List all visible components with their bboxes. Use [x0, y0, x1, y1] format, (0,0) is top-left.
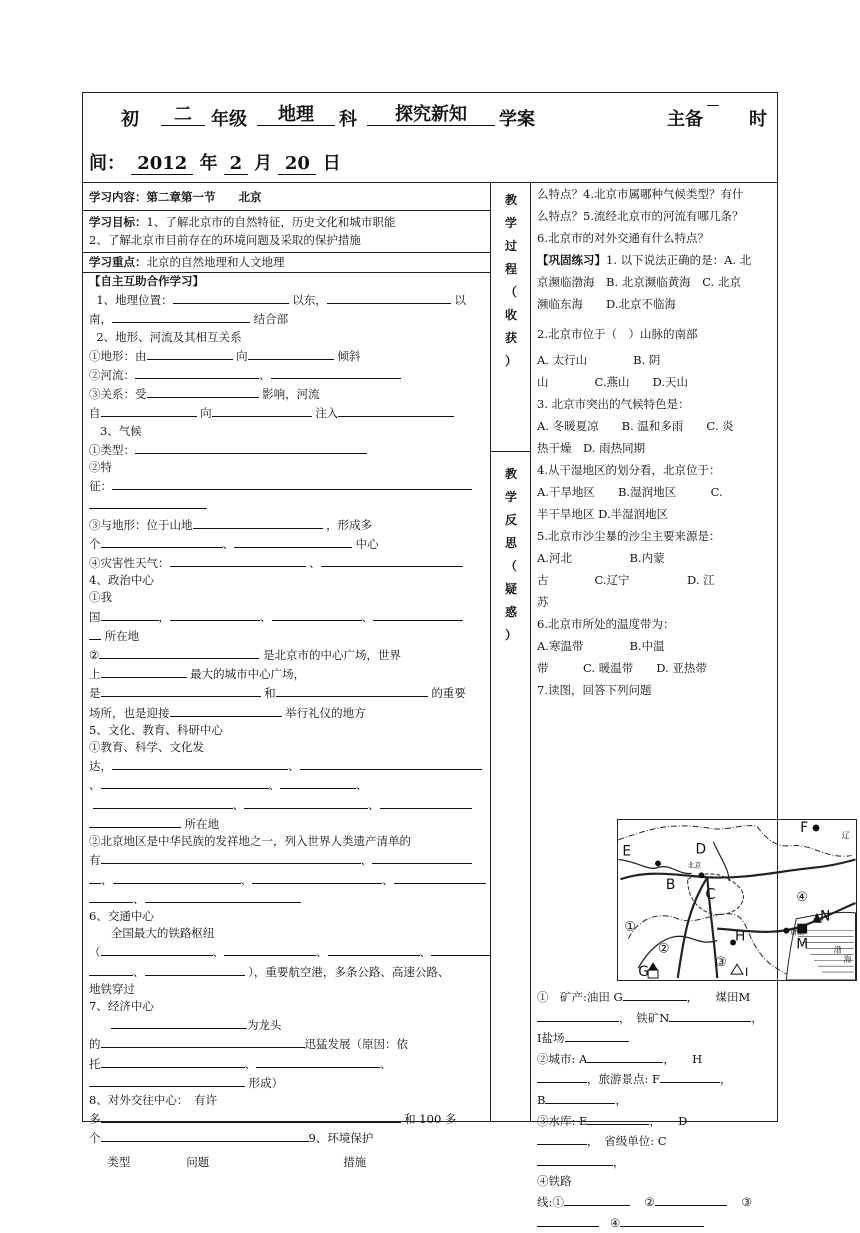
- exercise-q1: 京濒临渤海 B. 北京濒临黄海 C. 北京: [537, 275, 741, 289]
- year-value: 2012: [131, 154, 193, 175]
- q5-title: 5、文化、教育、科研中心: [89, 722, 223, 737]
- answer-1: ， 铁矿N: [619, 1010, 670, 1025]
- answer-1: ① 矿产:油田 G: [537, 990, 623, 1004]
- review-question-line: 6.北京市的对外交通有什么特点？: [537, 231, 709, 245]
- answer-1: Ⅰ盐场: [537, 1031, 565, 1046]
- exercise-q5: 5.北京市沙尘暴的沙尘主要来源是：: [537, 529, 721, 543]
- map-label: B: [665, 877, 676, 894]
- focus-row: [83, 253, 490, 273]
- answer-2: ，旅游景点: F: [587, 1072, 661, 1087]
- q3-title: 3、气候: [99, 423, 142, 438]
- process-label-char: 教: [504, 193, 517, 207]
- plan-word: 学案: [499, 109, 535, 130]
- blank: [280, 775, 356, 789]
- q7-text: 托: [89, 1056, 101, 1071]
- q8-text: 和 100 多: [404, 1112, 457, 1127]
- reflection-label-char: 反: [504, 513, 517, 527]
- q4-text: 举行礼仪的地方: [285, 705, 366, 720]
- day-value: 20: [278, 154, 316, 175]
- q5-text: ②北京地区是中华民族的发祥地之一，列入世界人类遗产清单的: [89, 834, 411, 849]
- q8-text: 多: [89, 1112, 101, 1127]
- practice-title: 【巩固练习】: [537, 253, 606, 267]
- q4-text: 是: [89, 686, 101, 701]
- q2-text: ②河流：: [89, 368, 135, 383]
- blank: [101, 1034, 305, 1048]
- time-label-b: 间：: [89, 153, 125, 174]
- process-label-char: ）: [504, 354, 517, 368]
- answer-2: B: [537, 1092, 546, 1107]
- blank: [101, 664, 187, 678]
- blank: [372, 850, 472, 864]
- oil-marker: [648, 962, 658, 970]
- blank: [587, 1111, 649, 1125]
- blank: [89, 889, 133, 903]
- exercise-q5-options: 古 C.辽宁 D. 江: [537, 573, 715, 587]
- reflection-label-char: （: [504, 559, 517, 573]
- q2-text: ③关系：受: [89, 387, 147, 402]
- content-label: 学习内容：: [89, 190, 147, 204]
- map-label: G: [638, 964, 649, 981]
- q3-text: ，形成多: [326, 517, 373, 532]
- q2-text: 向: [236, 348, 248, 363]
- blank: [244, 795, 368, 809]
- study-body: 【自主互助合作学习】 1、地理位置： 以东， 以 南， 结合部 2、地形、河流及其相互关系 ①地形：由 向 倾斜 ②河流： 、 ③关系：受 影响，河流 自 向 注入 3、气候 ①类型： ②特 征： ③与地形：位于山地 ，形成多 个 、 中心 ④灾害性天气： 、 4、政治中心 ①我 国 ， 、 、 所在地 ② 是北京市的中心广场，世界 上 最大的城市中心广场， 是 和 的重要 场所，也是迎接 举行礼仪的地方 5、文化、教育、科研中心 ①教育、科学、文化发 达， 、 、 、 、 、 、 所在地 ②北京地区是中华民族的发祥地之一，列入世界人类遗产清单的 有 、 、 、 、 、 6、交通中心 全国最大的铁路枢纽 （ 、 、 、 、 ），重要航空港，多条公路、高速公路、 地铁穿过 7、经济中心 为龙头 的 迅猛发展（原因：依 托 、 、 形成） 8、对外交往中心： 有许 多 和 100 多 个 9、环境保护 类型 问题 措施: [83, 273, 490, 1171]
- blank: [193, 515, 323, 529]
- worksheet: [82, 92, 852, 1230]
- city-marker: [813, 824, 820, 831]
- q2-text: 自: [89, 406, 101, 421]
- blank: [101, 534, 223, 548]
- blank: [145, 889, 301, 903]
- exercise-q4: 4.从干湿地区的划分看，北京位于：: [537, 463, 721, 477]
- blank: [93, 795, 233, 809]
- blank: [564, 1192, 630, 1206]
- answer-2: ，: [720, 1072, 732, 1087]
- blank: [224, 942, 316, 956]
- subject-suffix: 科: [339, 109, 357, 130]
- month-unit: 月: [254, 153, 273, 174]
- time-label-a: 时: [749, 109, 767, 130]
- map-label: 北京: [687, 861, 702, 870]
- answer-3: ，: [613, 1154, 625, 1169]
- blank: [170, 553, 306, 567]
- q4-text: 的重要: [431, 686, 466, 701]
- blank: [145, 962, 245, 976]
- map-label: 唐山: [790, 928, 805, 937]
- table-header-type: 类型: [107, 1154, 131, 1169]
- map-label: C: [705, 886, 716, 904]
- blank: [135, 365, 259, 379]
- q4-text: 场所，也是迎接: [89, 705, 170, 720]
- q4-text: 上: [89, 667, 101, 682]
- q4-text: ①我: [89, 590, 112, 605]
- blank: [565, 1028, 629, 1042]
- map-label: 渤: [833, 945, 842, 955]
- blank: [89, 1073, 245, 1087]
- blank: [537, 1131, 587, 1145]
- blank: [276, 683, 428, 697]
- answer-1: ， 煤田M: [686, 990, 751, 1004]
- blank: [394, 870, 486, 884]
- exercise-q2-options: A. 太行山 B. 阴: [537, 353, 661, 367]
- blank: [112, 476, 472, 490]
- exercise-q6: 6.北京市所处的温度带为：: [537, 617, 675, 631]
- blank: [135, 440, 367, 454]
- blank: [234, 534, 352, 548]
- exercise-q7: 7.读图，回答下列问题: [537, 683, 652, 697]
- blank: [272, 607, 362, 621]
- blank: [660, 1069, 720, 1083]
- right-column: [531, 183, 852, 1230]
- goal-label: 学习目标：: [89, 215, 147, 229]
- grade-suffix: 年级: [211, 109, 247, 130]
- exercise-q5-options: A.河北 B.内蒙: [537, 551, 665, 565]
- q5-text: ①教育、科学、文化发: [89, 740, 204, 755]
- map-answers: [531, 987, 777, 1233]
- reflection-label-char: 惑: [504, 605, 517, 619]
- exercise-body: [531, 183, 777, 701]
- blank: [212, 403, 312, 417]
- q1-text: 结合部: [253, 312, 289, 327]
- exercise-q2: 2.北京市位于（ ）山脉的南部: [537, 327, 698, 341]
- blank: [89, 626, 101, 640]
- blank: [321, 553, 463, 567]
- blank: [101, 942, 213, 956]
- reflection-label-char: 疑: [504, 582, 517, 596]
- blank: [113, 870, 241, 884]
- answer-4: ④铁路: [537, 1174, 572, 1189]
- year-unit: 年: [199, 153, 218, 174]
- goal-row: [83, 211, 490, 253]
- q6-title: 6、交通中心: [89, 908, 154, 923]
- exercise-q3-options: A. 冬暖夏凉 B. 温和多雨 C. 炎: [537, 419, 734, 433]
- city-marker: [783, 928, 789, 934]
- lesson-type: 探究新知: [367, 105, 495, 126]
- q2-title: 2、地形、河流及其相互关系: [96, 329, 242, 344]
- answer-4: 线:①: [537, 1194, 564, 1209]
- q3-text: 征：: [89, 479, 112, 494]
- q3-text: 个: [89, 536, 101, 551]
- map-label: M: [796, 936, 809, 953]
- blank: [101, 775, 269, 789]
- exercise-q4-options: A.干旱地区 B.湿润地区 C.: [537, 485, 723, 499]
- map-label: E: [622, 843, 632, 860]
- q6-text: 全国最大的铁路枢纽: [110, 926, 215, 941]
- q1-text: 南，: [89, 312, 112, 327]
- q1-text: 以: [454, 293, 466, 308]
- answer-3: ③水库: E: [537, 1113, 588, 1128]
- blank: [537, 1008, 619, 1022]
- blank: [111, 1015, 247, 1029]
- focus-label: 学习重点：: [89, 255, 147, 269]
- blank: [89, 495, 207, 509]
- map-label: 海: [843, 955, 852, 965]
- oil-marker: [648, 970, 658, 978]
- reflection-label-char: 学: [504, 490, 517, 504]
- blank: [101, 683, 261, 697]
- answer-2: ，: [615, 1092, 627, 1107]
- q6-text: ），重要航空港，多条公路、高速公路、: [248, 964, 450, 979]
- blank: [537, 1069, 587, 1083]
- q2-text: 影响，河流: [262, 387, 320, 402]
- blank: [99, 645, 259, 659]
- blank: [620, 1213, 704, 1227]
- blank: [112, 756, 288, 770]
- map-label: N: [819, 908, 831, 925]
- railway-line: [678, 877, 708, 978]
- q3-text: 、: [309, 556, 321, 571]
- blank: [101, 607, 159, 621]
- answer-3: ， 省级单位: C: [587, 1134, 667, 1149]
- q4-text: ②: [89, 648, 100, 663]
- q8-text: 8、对外交往中心： 有许: [89, 1092, 218, 1107]
- beijing-map: [617, 819, 857, 981]
- blank: [655, 1192, 727, 1206]
- exercise-q3: 3. 北京市突出的气候特色是：: [537, 397, 690, 411]
- q3-text: ②特: [89, 460, 112, 475]
- q4-text: 所在地: [104, 628, 140, 643]
- blank: [271, 365, 401, 379]
- q4-text: 是北京市的中心广场，世界: [262, 648, 401, 663]
- map-label: D: [695, 841, 707, 858]
- exercise-q6-options: 带 C. 暖温带 D. 亚热带: [537, 661, 707, 675]
- process-label-char: （: [504, 285, 517, 299]
- section-title: 【自主互助合作学习】: [89, 274, 204, 288]
- grade-prefix: 初: [121, 109, 139, 130]
- q2-text: 倾斜: [337, 348, 361, 363]
- q4-title: 4、政治中心: [89, 573, 154, 588]
- middle-divider: [491, 451, 531, 452]
- blank: [89, 814, 181, 828]
- q2-text: 注入: [315, 406, 339, 421]
- reflection-label-char: ）: [504, 628, 517, 642]
- lead-label: 主备: [667, 109, 703, 130]
- q3-text: 中心: [355, 536, 379, 551]
- process-label-char: 收: [504, 308, 517, 322]
- answer-4: ③: [741, 1194, 752, 1209]
- q4-text: 最大的城市中心广场，: [190, 667, 306, 682]
- process-label-char: 获: [504, 331, 517, 345]
- q5-text: 有: [89, 853, 101, 868]
- answer-2: ， H: [663, 1051, 703, 1066]
- blank: [101, 1054, 245, 1068]
- blank: [537, 1152, 613, 1166]
- q2-text: ①地形：由: [89, 348, 147, 363]
- q4-text: 和: [264, 686, 276, 701]
- q2-text: 、: [259, 368, 271, 383]
- blank: [380, 795, 472, 809]
- exercise-q1: 濒临东海 D.北京不临海: [537, 297, 676, 311]
- focus-value: 北京的自然地理和人文地理: [146, 255, 285, 269]
- blank: [147, 384, 259, 398]
- blank: [669, 1008, 751, 1022]
- day-unit: 日: [322, 153, 341, 174]
- salt-marker: [731, 964, 743, 974]
- map-label: 辽: [841, 830, 850, 840]
- blank: [545, 1090, 615, 1104]
- q7-title: 7、经济中心: [89, 998, 154, 1013]
- blank: [89, 962, 133, 976]
- exercise-q1: 1. 以下说法正确的是：A. 北: [606, 253, 752, 267]
- blank: [252, 870, 382, 884]
- blank: [537, 1213, 599, 1227]
- q3-text: 、: [222, 536, 234, 551]
- blank: [170, 703, 282, 717]
- process-label-char: 学: [504, 216, 517, 230]
- map-label: ①: [624, 919, 636, 935]
- blank: [256, 1054, 380, 1068]
- q2-text: 向: [200, 406, 212, 421]
- exercise-q3-options: 热干燥 D. 雨热同期: [537, 441, 646, 455]
- q9-title: 9、环境保护: [308, 1131, 374, 1146]
- q3-text: ③与地形：位于山地: [89, 517, 193, 532]
- q7-text: 形成）: [248, 1075, 284, 1090]
- answer-3: ， D: [649, 1113, 688, 1128]
- answer-4: ②: [644, 1194, 655, 1209]
- map-label: Ⅰ: [744, 965, 749, 980]
- table-header-measure: 措施: [343, 1154, 367, 1169]
- map-label: H: [735, 928, 746, 945]
- blank: [327, 290, 451, 304]
- exercise-q2-options: 山 C.燕山 D.天山: [537, 375, 689, 389]
- river-line: [713, 842, 729, 882]
- grade-value: 二: [161, 105, 205, 126]
- goal-2: 2、了解北京市目前存在的环境问题及采取的保护措施: [89, 233, 361, 247]
- review-question-line: 么特点？4.北京市属哪种气候类型？有什: [537, 187, 744, 201]
- river-line: [638, 936, 717, 968]
- left-column: [83, 183, 491, 1169]
- content-row: [83, 183, 490, 211]
- q1-label: 1、地理位置：: [96, 293, 173, 308]
- blank: [101, 403, 197, 417]
- blank: [89, 870, 101, 884]
- goal-1: 1、了解北京市的自然特征，历史文化和城市职能: [146, 215, 396, 229]
- header-line-1: [83, 105, 777, 131]
- map-label: ②: [657, 941, 670, 957]
- q7-text: 迅猛发展（原因：依: [304, 1037, 408, 1052]
- process-label-char: 程: [504, 262, 517, 276]
- map-label: ④: [796, 889, 808, 905]
- map-label: ③: [715, 955, 727, 971]
- river-line: [618, 860, 691, 874]
- answer-2: ②城市: A: [537, 1051, 588, 1066]
- blank: [101, 1128, 309, 1142]
- subject-value: 地理: [257, 105, 335, 126]
- exercise-q5-options: 苏: [537, 595, 549, 609]
- blank: [248, 346, 334, 360]
- blank: [431, 942, 491, 956]
- q8-text: 个: [89, 1131, 101, 1146]
- review-question-line: 么特点？5.流经北京市的河流有哪几条？: [537, 209, 744, 223]
- city-marker: [698, 872, 704, 878]
- blank: [328, 942, 420, 956]
- process-label-char: 过: [504, 239, 517, 253]
- reservoir-marker: [655, 860, 661, 866]
- reflection-label-char: 教: [504, 467, 517, 481]
- blank: [101, 1109, 401, 1123]
- answer-1: ，: [751, 1010, 763, 1025]
- blank: [300, 756, 482, 770]
- q5-text: 达，: [89, 759, 112, 774]
- blank: [587, 1049, 663, 1063]
- blank: [373, 607, 463, 621]
- blank: [623, 987, 687, 1001]
- blank: [112, 309, 250, 323]
- table-header-problem: 问题: [186, 1154, 210, 1169]
- month-value: 2: [224, 154, 248, 175]
- blank: [338, 403, 454, 417]
- content-value: 第二章第一节 北京: [146, 190, 262, 204]
- blank: [170, 607, 260, 621]
- q7-text: 的: [89, 1037, 101, 1052]
- q3-text: ①类型：: [89, 442, 135, 457]
- reflection-label-char: 思: [504, 536, 517, 550]
- q4-text: 国: [89, 609, 101, 624]
- q7-text: 为龙头: [246, 1018, 282, 1033]
- header-line-2: [89, 149, 341, 175]
- q1-text: 以东，: [292, 293, 327, 308]
- blank: [147, 346, 233, 360]
- blank: [173, 290, 289, 304]
- q5-text: 所在地: [184, 816, 220, 831]
- blank: [101, 850, 361, 864]
- header: [83, 93, 777, 183]
- q6-text: 地铁穿过: [89, 981, 135, 996]
- lead-blank: [707, 105, 719, 106]
- exercise-q4-options: 半干旱地区 D.半湿润地区: [537, 507, 669, 521]
- answer-4: ④: [609, 1215, 621, 1230]
- middle-column: [491, 183, 531, 1121]
- exercise-q6-options: A.寒温带 B.中温: [537, 639, 665, 653]
- q3-text: ④灾害性天气：: [89, 556, 170, 571]
- map-label: F: [800, 819, 809, 836]
